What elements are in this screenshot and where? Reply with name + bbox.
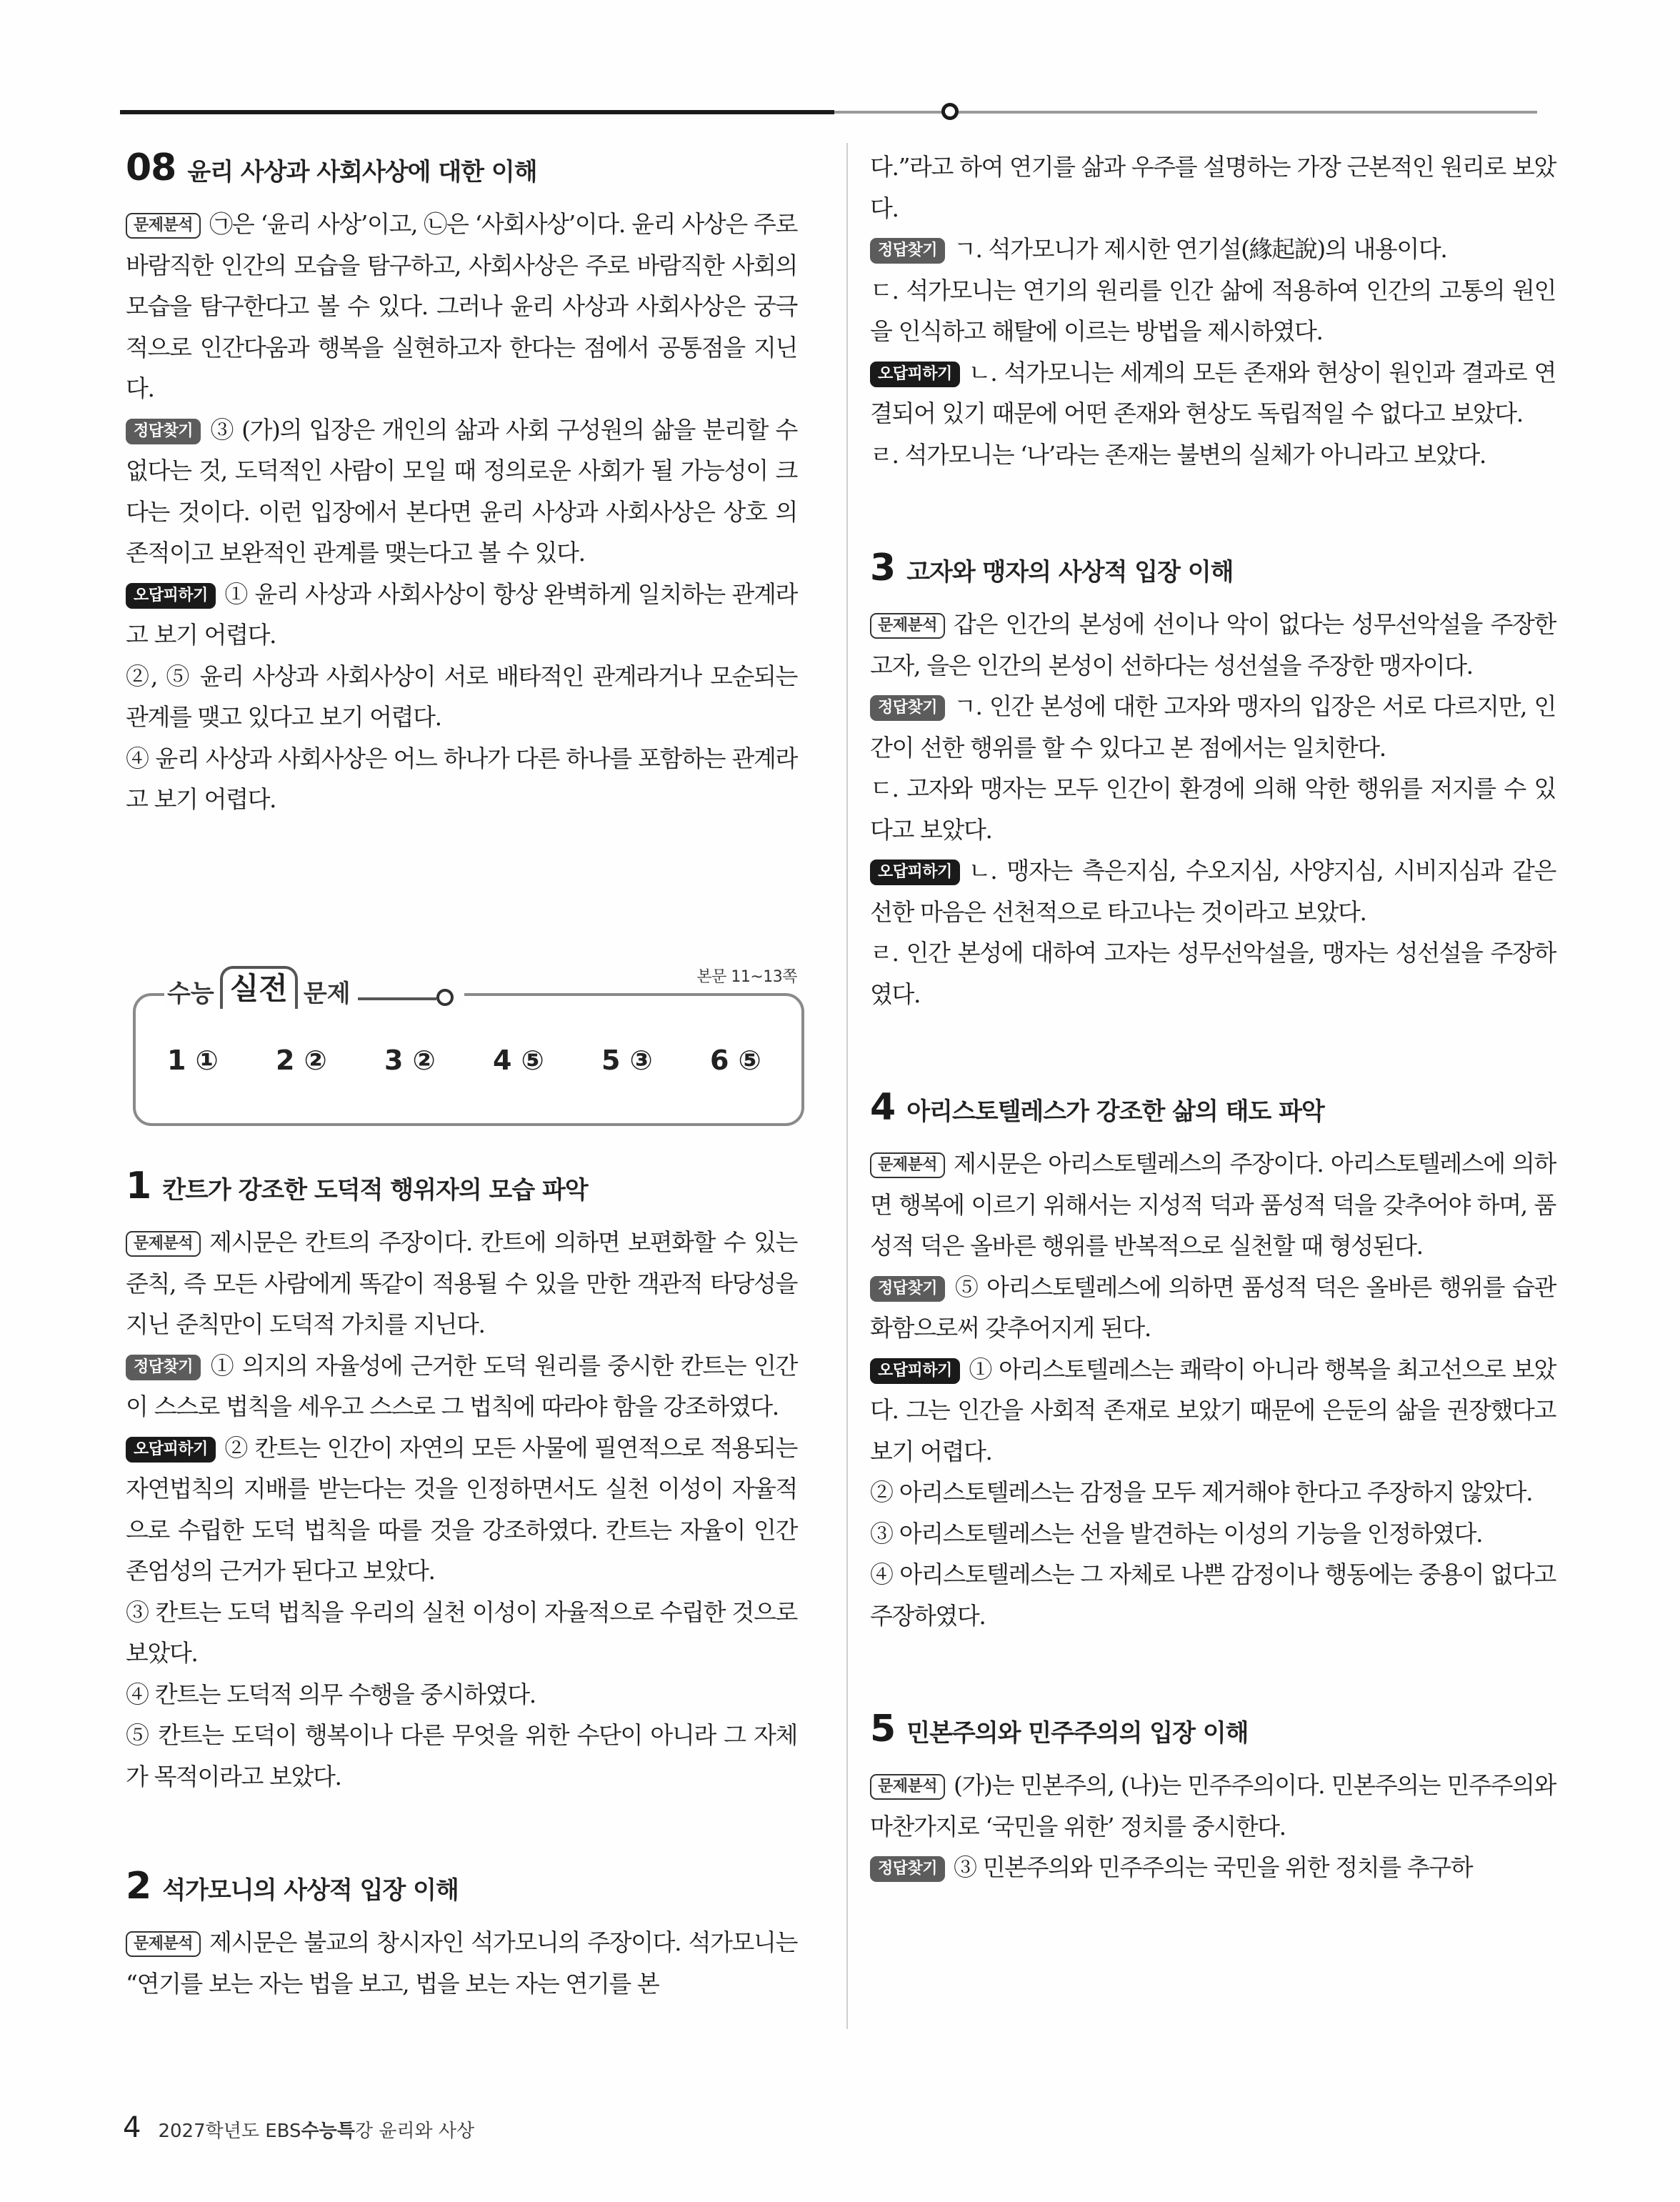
- answer-box-label-2: 실전: [220, 966, 298, 1009]
- wrong-paragraph: 오답피하기 ㄴ. 석가모니는 세계의 모든 존재와 현상이 원인과 결과로 연결되어 있기 때문에 어떤 존재와 현상도 독립적일 수 없다고 보았다.: [870, 358, 1556, 427]
- wrong-tag: 오답피하기: [126, 1437, 216, 1463]
- analysis-paragraph: 문제분석 ㉠은 ‘윤리 사상’이고, ㉡은 ‘사회사상’이다. 윤리 사상은 주로 바람직한 인간의 모습을 탐구하고, 사회사상은 주로 바람직한 사회의 모습을 탐구한다고 볼 수 있다. 그러나 윤리 사상과 사회사상은 궁극적으로 인간다움과 행복을 실현하고자 한다는 점에서 공통점을 지닌다.: [126, 210, 797, 402]
- top-rule: [120, 107, 1537, 117]
- section-heading: 석가모니의 사상적 입장 이해: [162, 1876, 459, 1905]
- book-title-bold: 수능특: [301, 2121, 355, 2142]
- wrong-paragraph: ㄹ. 인간 본성에 대하여 고자는 성무선악설을, 맹자는 성선설을 주장하였다.: [870, 939, 1556, 1008]
- answer-tag: 정답찾기: [126, 419, 201, 444]
- answer-paragraph: 정답찾기 ㄱ. 석가모니가 제시한 연기설(緣起說)의 내용이다.: [870, 229, 1556, 270]
- page-number: 4: [123, 2111, 141, 2144]
- answer-tag: 정답찾기: [126, 1355, 201, 1380]
- section-number: 3: [870, 547, 896, 589]
- analysis-tag: 문제분석: [870, 613, 945, 639]
- column-divider: [846, 143, 848, 2029]
- answer-paragraph: 정답찾기 ① 의지의 자율성에 근거한 도덕 원리를 중시한 칸트는 인간이 스스로 법칙을 세우고 스스로 그 법칙에 따라야 함을 강조하였다.: [126, 1351, 797, 1420]
- wrong-paragraph: ⑤ 칸트는 도덕이 행복이나 다른 무엇을 위한 수단이 아니라 그 자체가 목적이라고 보았다.: [126, 1721, 797, 1790]
- wrong-tag: 오답피하기: [126, 583, 216, 609]
- answer-paragraph: 정답찾기 ㄱ. 인간 본성에 대한 고자와 맹자의 입장은 서로 다르지만, 인간이 선한 행위를 할 수 있다고 본 점에서는 일치한다.: [870, 692, 1556, 762]
- analysis-paragraph: 문제분석 제시문은 불교의 창시자인 석가모니의 주장이다. 석가모니는 “연기를 보는 자는 법을 보고, 법을 보는 자는 연기를 본: [126, 1928, 797, 1998]
- answer-tag: 정답찾기: [870, 1276, 945, 1302]
- continued-paragraph: 다.”라고 하여 연기를 삶과 우주를 설명하는 가장 근본적인 원리로 보았다.: [870, 153, 1556, 222]
- analysis-paragraph: 문제분석 제시문은 아리스토텔레스의 주장이다. 아리스토텔레스에 의하면 행복에 이르기 위해서는 지성적 덕과 품성적 덕을 갖추어야 하며, 품성적 덕은 올바른 행위를 반복적으로 실천할 때 형성된다.: [870, 1150, 1556, 1260]
- header-circle-icon: [436, 989, 454, 1006]
- answer-box-header: [167, 966, 454, 1009]
- book-title-suffix: 강 윤리와 사상: [354, 2121, 475, 2142]
- analysis-paragraph: 문제분석 갑은 인간의 본성에 선이나 악이 없다는 성무선악설을 주장한 고자, 을은 인간의 본성이 선하다는 성선설을 주장한 맹자이다.: [870, 610, 1556, 679]
- right-column: [870, 146, 1556, 1888]
- section-number: 08: [126, 146, 176, 189]
- wrong-paragraph: ④ 칸트는 도덕적 의무 수행을 중시하였다.: [126, 1680, 536, 1708]
- left-column-bottom: [126, 1165, 797, 2004]
- section-heading: 윤리 사상과 사회사상에 대한 이해: [187, 158, 537, 186]
- answer-paragraph: 정답찾기 ③ (가)의 입장은 개인의 삶과 사회 구성원의 삶을 분리할 수 없다는 것, 도덕적인 사람이 모일 때 정의로운 사회가 될 가능성이 크다는 것이다. 이런 입장에서 본다면 윤리 사상과 사회사상은 상호 의존적이고 보완적인 관계를 맺는다고 볼 수 있다.: [126, 415, 797, 567]
- answer-item: 4 ⑤: [493, 1045, 544, 1076]
- answer-paragraph: ㄷ. 고자와 맹자는 모두 인간이 환경에 의해 악한 행위를 저지를 수 있다고 보았다.: [870, 774, 1556, 844]
- analysis-tag: 문제분석: [126, 213, 201, 239]
- answer-tag: 정답찾기: [870, 238, 945, 264]
- answer-paragraph: ㄷ. 석가모니는 연기의 원리를 인간 삶에 적용하여 인간의 고통의 원인을 인식하고 해탈에 이르는 방법을 제시하였다.: [870, 276, 1556, 345]
- wrong-paragraph: ④ 윤리 사상과 사회사상은 어느 하나가 다른 하나를 포함하는 관계라고 보기 어렵다.: [126, 744, 797, 813]
- wrong-paragraph: ③ 칸트는 도덕 법칙을 우리의 실천 이성이 자율적으로 수립한 것으로 보았다.: [126, 1598, 797, 1667]
- rule-dot-icon: [941, 103, 959, 120]
- analysis-tag: 문제분석: [870, 1152, 945, 1178]
- left-column-top: [126, 146, 797, 820]
- wrong-paragraph: ③ 아리스토텔레스는 선을 발견하는 이성의 기능을 인정하였다.: [870, 1519, 1483, 1548]
- answer-paragraph: 정답찾기 ③ 민본주의와 민주주의는 국민을 위한 정치를 추구하: [870, 1847, 1556, 1888]
- wrong-paragraph: 오답피하기 ② 칸트는 인간이 자연의 모든 사물에 필연적으로 적용되는 자연법칙의 지배를 받는다는 것을 인정하면서도 실천 이성이 자율적으로 수립한 도덕 법칙을 따를 것을 강조하였다. 칸트는 자율이 인간 존엄성의 근거가 된다고 보았다.: [126, 1433, 797, 1585]
- analysis-tag: 문제분석: [126, 1931, 201, 1957]
- wrong-paragraph: ② 아리스토텔레스는 감정을 모두 제거해야 한다고 주장하지 않았다.: [870, 1478, 1533, 1506]
- analysis-tag: 문제분석: [870, 1774, 945, 1800]
- wrong-tag: 오답피하기: [870, 860, 960, 885]
- wrong-paragraph: 오답피하기 ① 아리스토텔레스는 쾌락이 아니라 행복을 최고선으로 보았다. 그는 인간을 사회적 존재로 보았기 때문에 은둔의 삶을 권장했다고 보기 어렵다.: [870, 1355, 1556, 1465]
- page-footer: [123, 2111, 474, 2144]
- answer-item: 3 ②: [384, 1045, 436, 1076]
- section-2-title: [126, 1865, 797, 1908]
- section-heading: 아리스토텔레스가 강조한 삶의 태도 파악: [906, 1097, 1324, 1126]
- answer-item: 2 ②: [276, 1045, 327, 1076]
- section-heading: 칸트가 강조한 도덕적 행위자의 모습 파악: [162, 1176, 588, 1205]
- answer-item: 6 ⑤: [710, 1045, 761, 1076]
- wrong-paragraph: 오답피하기 ㄴ. 맹자는 측은지심, 수오지심, 사양지심, 시비지심과 같은 선한 마음은 선천적으로 타고나는 것이라고 보았다.: [870, 857, 1556, 926]
- answer-tag: 정답찾기: [870, 1856, 945, 1882]
- wrong-paragraph: 오답피하기 ① 윤리 사상과 사회사상이 항상 완벽하게 일치하는 관계라고 보기 어렵다.: [126, 579, 797, 649]
- section-3-title: [870, 547, 1556, 589]
- section-number: 5: [870, 1708, 896, 1750]
- section-1-title: [126, 1165, 797, 1207]
- answer-box-label-1: 수능: [167, 980, 214, 1008]
- section-number: 1: [126, 1165, 151, 1207]
- answer-list: [167, 1045, 819, 1076]
- wrong-paragraph: ②, ⑤ 윤리 사상과 사회사상이 서로 배타적인 관계라거나 모순되는 관계를 맺고 있다고 보기 어렵다.: [126, 662, 797, 731]
- section-heading: 고자와 맹자의 사상적 입장 이해: [906, 558, 1234, 587]
- answer-item: 5 ③: [601, 1045, 653, 1076]
- answer-key-box: [133, 968, 804, 1126]
- section-4-title: [870, 1086, 1556, 1129]
- section-08-title: [126, 146, 797, 189]
- section-number: 4: [870, 1086, 896, 1129]
- analysis-paragraph: 문제분석 제시문은 칸트의 주장이다. 칸트에 의하면 보편화할 수 있는 준칙, 즉 모든 사람에게 똑같이 적용될 수 있을 만한 객관적 타당성을 지닌 준칙만이 도덕적 가치를 지닌다.: [126, 1228, 797, 1338]
- wrong-tag: 오답피하기: [870, 362, 960, 387]
- section-heading: 민본주의와 민주주의의 입장 이해: [906, 1719, 1249, 1748]
- answer-box-label-3: 문제: [303, 980, 351, 1008]
- section-number: 2: [126, 1865, 151, 1908]
- page-reference: 본문 11~13쪽: [696, 968, 797, 986]
- answer-paragraph: 정답찾기 ⑤ 아리스토텔레스에 의하면 품성적 덕은 올바른 행위를 습관화함으로써 갖추어지게 된다.: [870, 1272, 1556, 1342]
- wrong-paragraph: ㄹ. 석가모니는 ‘나’라는 존재는 불변의 실체가 아니라고 보았다.: [870, 440, 1486, 469]
- analysis-paragraph: 문제분석 (가)는 민본주의, (나)는 민주주의이다. 민본주의는 민주주의와 마찬가지로 ‘국민을 위한’ 정치를 중시한다.: [870, 1771, 1556, 1840]
- answer-item: 1 ①: [167, 1045, 219, 1076]
- wrong-tag: 오답피하기: [870, 1358, 960, 1384]
- wrong-paragraph: ④ 아리스토텔레스는 그 자체로 나쁜 감정이나 행동에는 중용이 없다고 주장하였다.: [870, 1560, 1556, 1630]
- section-5-title: [870, 1708, 1556, 1750]
- book-title: 2027학년도 EBS: [158, 2121, 301, 2142]
- analysis-tag: 문제분석: [126, 1231, 201, 1257]
- answer-tag: 정답찾기: [870, 695, 945, 721]
